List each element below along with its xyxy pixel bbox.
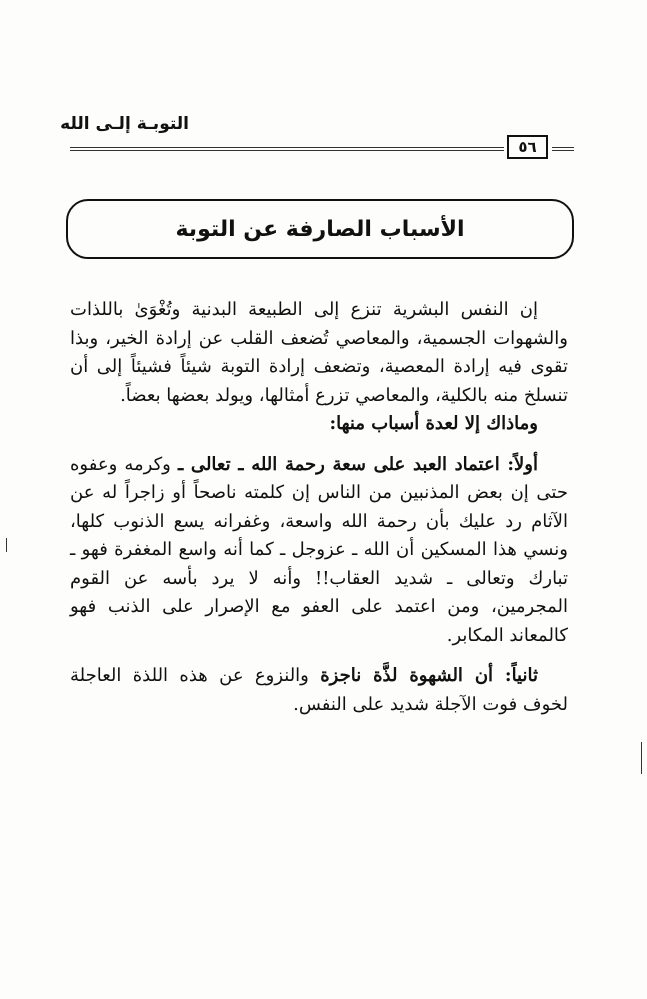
page-number: ٥٦ [507, 135, 548, 159]
section-title: الأسباب الصارفة عن التوبة [175, 216, 465, 242]
first-reason-heading: أولاً: اعتماد العبد على سعة رحمة الله ـ تعالى ـ [178, 453, 538, 475]
body-text [70, 296, 568, 719]
paragraph-second-reason [70, 662, 568, 719]
second-reason-text: والنزوع عن هذه اللذة العاجلة لخوف فوت الآجلة شديد على النفس. [70, 665, 568, 715]
paragraph-first-reason [70, 451, 568, 651]
running-header-title: التوبـة إلـى الله [60, 114, 189, 134]
header-rule-left [70, 147, 504, 151]
edge-mark-left [6, 538, 7, 552]
second-reason-heading: ثانياً: أن الشهوة لذَّة ناجزة [320, 665, 538, 686]
reasons-intro-text: وماذاك إلا لعدة أسباب منها: [329, 413, 538, 434]
header-rule-right [552, 147, 574, 151]
paragraph-reasons-intro [70, 410, 568, 439]
first-reason-text: وكرمه وعفوه حتى إن بعض المذنبين من الناس إن كلمته ناصحاً أو زاجراً له عن الآثام رد عليك بأن رحمة الله واسعة، وغفرانه يسع الذنوب كلها، ونسي هذا المسكين أن الله ـ عزوجل ـ كما أنه واسع المغفرة فهو ـ تبارك وتعالى ـ شديد العقاب!! وأنه لا يرد بأسه عن القوم المجرمين، ومن اعتمد على العفو مع الإصرار على الذنب فهو كالمعاند المكابر. [70, 453, 568, 646]
section-title-box [66, 199, 574, 259]
edge-mark-right [641, 742, 642, 774]
paragraph-intro: إن النفس البشرية تنزع إلى الطبيعة البدنية وتُغْوَىٰ باللذات والشهوات الجسمية، والمعاصي تُضعف القلب عن إرادة الخير، وبذا تقوى فيه إرادة المعصية، وتضعف إرادة التوبة شيئاً فشيئاً إلى أن تنسلخ منه بالكلية، والمعاصي تزرع أمثالها، ويولد بعضها بعضاً. [70, 299, 568, 406]
